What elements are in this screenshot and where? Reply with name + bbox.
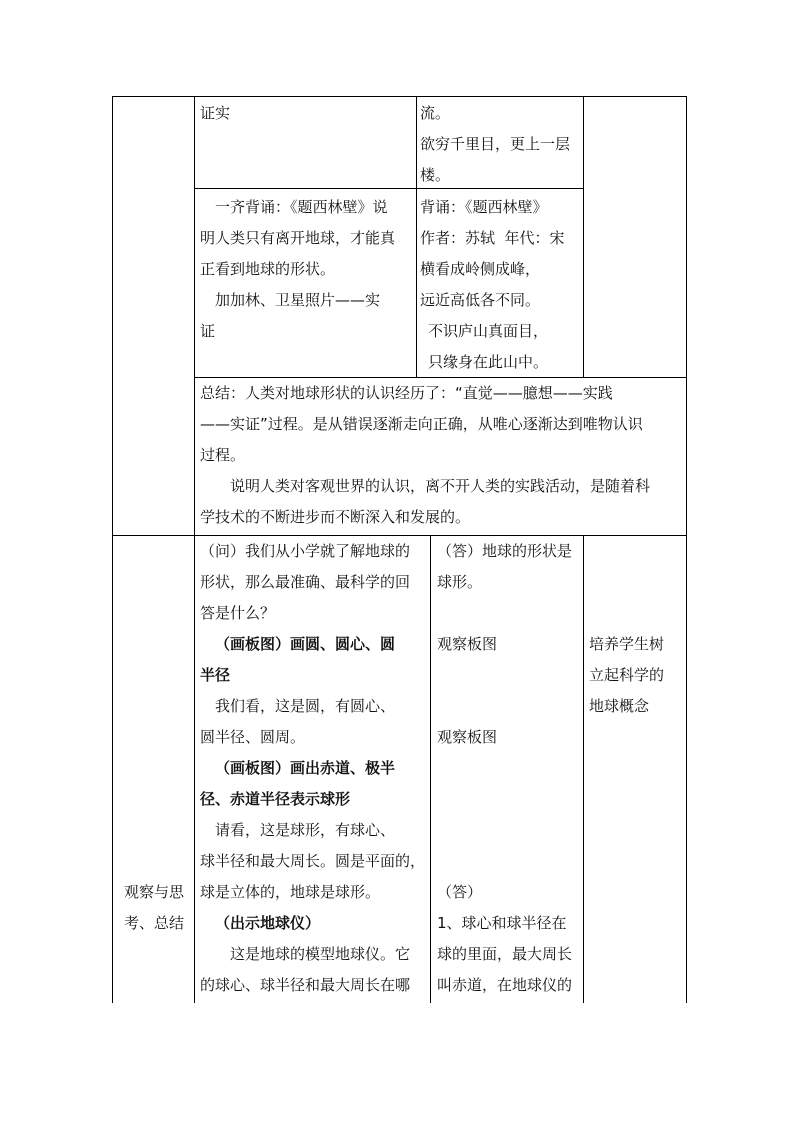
poem-line: 只缘身在此山中。 — [428, 353, 549, 371]
student-line: （答） — [437, 883, 483, 901]
row2-col2-line: 明人类只有离开地球，才能真 — [200, 229, 396, 247]
goal-line: 地球概念 — [589, 697, 650, 715]
section-label: 观察与思 — [123, 883, 184, 901]
row2-col3-cell — [420, 192, 582, 378]
student-line: 观察板图 — [437, 635, 498, 653]
goal-line: 立起科学的 — [589, 666, 665, 684]
teacher-line: （出示地球仪） — [215, 914, 321, 932]
row2-col2-line: 证 — [200, 322, 216, 340]
teacher-line: 形状，那么最准确、最科学的回 — [200, 573, 411, 591]
poem-line: 远近高低各不同。 — [420, 291, 541, 309]
col4-left-border-top — [583, 96, 584, 377]
col2-left-border — [194, 96, 195, 1003]
teacher-line: 球半径和最大周长。圆是平面的， — [200, 852, 426, 870]
summary-cell — [200, 378, 684, 533]
table-right-border — [686, 96, 687, 1003]
teacher-line: 我们看，这是圆，有圆心、 — [215, 697, 396, 715]
student-line: 球形。 — [437, 573, 483, 591]
student-line — [437, 691, 582, 722]
summary-line: 说明人类对客观世界的认识，离不开人类的实践活动，是随着科 — [230, 477, 651, 495]
student-line — [437, 753, 582, 784]
student-line: 叫赤道，在地球仪的 — [437, 976, 573, 994]
row2-col2-cell — [200, 192, 414, 347]
teacher-line: 径、赤道半径表示球形 — [200, 790, 351, 808]
row1-col3-cell — [420, 98, 582, 191]
teacher-line: （问）我们从小学就了解地球的 — [200, 542, 411, 560]
summary-line: 总结：人类对地球形状的认识经历了：“直觉——臆想——实践 — [200, 384, 613, 402]
student-line — [437, 784, 582, 815]
student-line: 球的里面，最大周长 — [437, 945, 573, 963]
teacher-line: 请看，这是球形，有球心、 — [215, 821, 396, 839]
student-line — [437, 815, 582, 846]
row2-col2-line: 正看到地球的形状。 — [200, 260, 336, 278]
teacher-line: 半径 — [200, 666, 231, 684]
poem-heading: 背诵：《题西林壁》 — [420, 198, 548, 216]
goal-line: 培养学生树 — [589, 635, 665, 653]
row1-col3-line: 楼。 — [420, 166, 451, 184]
student-line: 1、球心和球半径在 — [437, 914, 567, 932]
poem-line: 横看成岭侧成峰， — [420, 260, 541, 278]
summary-line: 学技术的不断进步而不断深入和发展的。 — [200, 508, 471, 526]
student-line — [437, 660, 582, 691]
teacher-line: （画板图）画出赤道、极半 — [215, 759, 396, 777]
summary-line: ——实证”过程。是从错误逐渐走向正确，从唯心逐渐达到唯物认识 — [200, 415, 643, 433]
row1-col2-line: 证实 — [200, 104, 231, 122]
row1-col2-cell — [200, 98, 414, 129]
teacher-line: （画板图）画圆、圆心、圆 — [215, 635, 396, 653]
teacher-line: 答是什么？ — [200, 604, 276, 622]
col4-left-border-bottom — [583, 535, 584, 1003]
col3-left-border-top — [416, 96, 417, 377]
row4-col1-cell — [116, 877, 192, 939]
row1-col3-line: 流。 — [420, 104, 451, 122]
section-label: 考、总结 — [123, 914, 184, 932]
teacher-line: 球是立体的，地球是球形。 — [200, 883, 381, 901]
poem-line: 不识庐山真面目， — [428, 322, 549, 340]
row4-col4-cell — [589, 629, 685, 722]
summary-line: 过程。 — [200, 446, 246, 464]
table-top-border — [112, 96, 686, 97]
teacher-line: 圆半径、圆周。 — [200, 728, 306, 746]
poem-author: 作者：苏轼 年代：宋 — [420, 229, 565, 247]
row4-col2-cell — [200, 536, 428, 1001]
row2-col2-line: 一齐背诵：《题西林壁》说 — [215, 198, 388, 216]
student-line — [437, 846, 582, 877]
student-line: 观察板图 — [437, 728, 498, 746]
teacher-line: 这是地球的模型地球仪。它 — [230, 945, 411, 963]
col3-left-border-bottom — [430, 535, 431, 1003]
row4-col3-cell — [437, 536, 582, 1001]
student-line: （答）地球的形状是 — [437, 542, 573, 560]
row2-col2-line: 加加林、卫星照片——实 — [215, 291, 381, 309]
student-line — [437, 598, 582, 629]
row1-col3-line: 欲穷千里目，更上一层 — [420, 135, 571, 153]
teacher-line: 的球心、球半径和最大周长在哪 — [200, 976, 411, 994]
col1-left-border — [112, 96, 113, 1003]
